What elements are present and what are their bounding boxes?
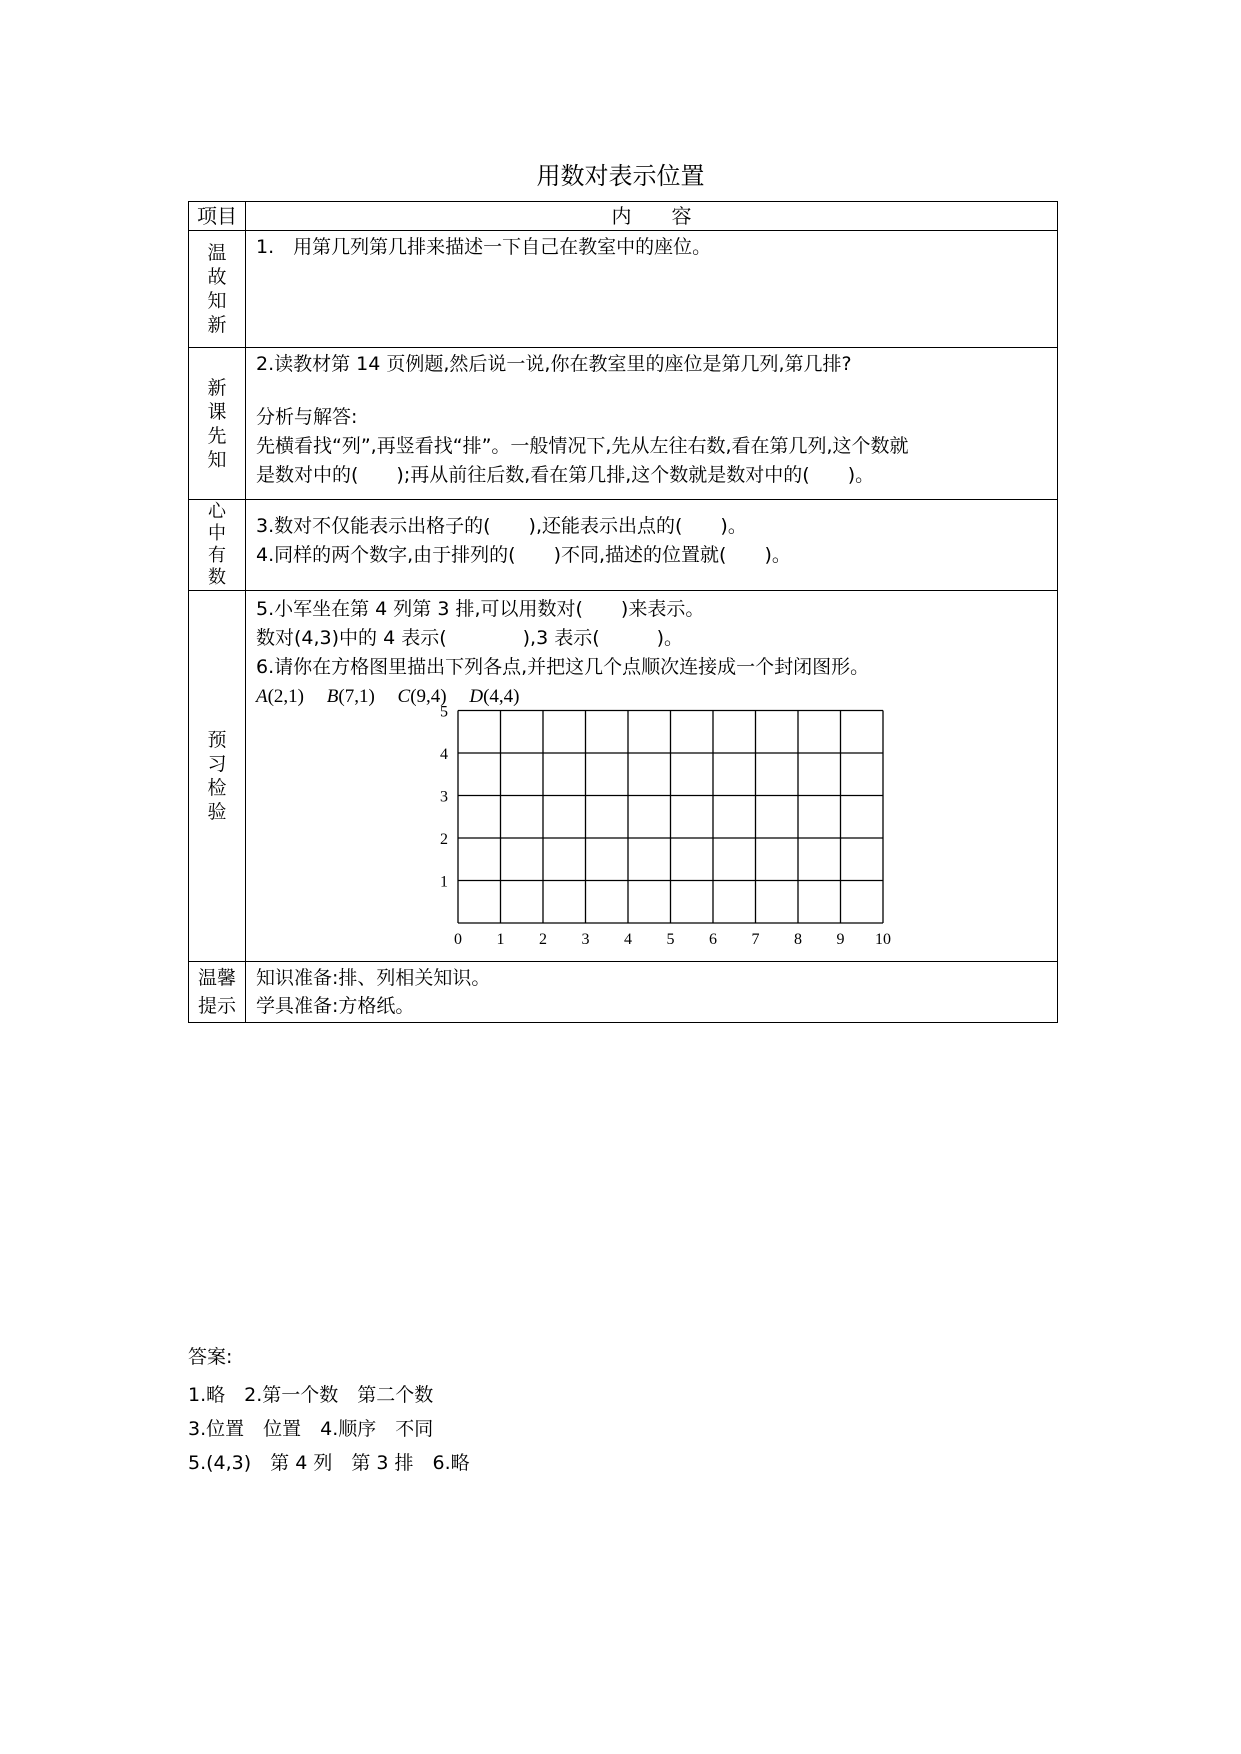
x-tick-label: 5 — [666, 931, 675, 948]
points-list — [256, 682, 1047, 711]
x-tick-label: 10 — [875, 931, 891, 948]
table-row — [189, 500, 1058, 591]
answers-title: 答案: — [188, 1346, 233, 1368]
coordinate-grid — [436, 703, 891, 951]
point-a: A(2,1) — [256, 686, 305, 707]
table-row — [189, 591, 1058, 962]
table-row — [189, 348, 1058, 500]
row-label — [189, 591, 246, 962]
label-char: 中 — [208, 523, 226, 544]
x-tick-label: 9 — [836, 931, 845, 948]
label-char: 知 — [207, 290, 227, 312]
x-tick-label: 0 — [454, 931, 462, 948]
point-b: B(7,1) — [326, 686, 375, 707]
question-4: 4.同样的两个数字,由于排列的( )不同,描述的位置就( )。 — [256, 544, 791, 566]
y-tick-label: 3 — [440, 788, 448, 806]
tip-tools: 学具准备:方格纸。 — [256, 995, 415, 1017]
x-tick-label: 3 — [581, 931, 590, 948]
header-content: 内 容 — [246, 202, 1058, 231]
row-content — [246, 500, 1058, 591]
y-tick-label: 5 — [440, 703, 448, 721]
question-3: 3.数对不仅能表示出格子的( ),还能表示出点的( )。 — [256, 515, 747, 537]
label-char: 预 — [207, 729, 227, 751]
table-header-row — [189, 202, 1058, 231]
label-char: 习 — [207, 753, 227, 775]
x-tick-label: 2 — [539, 931, 547, 948]
label-char: 检 — [207, 777, 227, 799]
label-char: 知 — [207, 448, 227, 471]
analysis-heading: 分析与解答: — [256, 406, 358, 428]
grid-area — [256, 703, 1047, 961]
point-d: D(4,4) — [469, 686, 520, 707]
label-line: 温馨 — [197, 967, 236, 989]
label-char: 新 — [207, 314, 227, 336]
analysis-text-1: 先横看找“列”,再竖看找“排”。一般情况下,先从左往右数,看在第几列,这个数就 — [256, 435, 909, 457]
label-char: 验 — [207, 801, 227, 823]
point-c: C(9,4) — [397, 686, 447, 707]
x-tick-label: 8 — [794, 931, 802, 948]
label-char: 温 — [207, 242, 227, 264]
question-1: 1. 用第几列第几排来描述一下自己在教室中的座位。 — [256, 236, 712, 258]
lesson-table — [188, 201, 1058, 1023]
label-char: 故 — [207, 266, 227, 288]
row-content — [246, 231, 1058, 348]
label-char: 课 — [207, 400, 227, 423]
label-char: 数 — [208, 567, 226, 588]
table-row — [189, 231, 1058, 348]
answer-line: 1.略 2.第一个数 第二个数 — [188, 1384, 434, 1406]
row-content — [246, 591, 1058, 962]
row-label — [189, 348, 246, 500]
analysis-text-2: 是数对中的( );再从前往后数,看在第几排,这个数就是数对中的( )。 — [256, 464, 875, 486]
page-title: 用数对表示位置 — [536, 162, 705, 190]
tip-knowledge: 知识准备:排、列相关知识。 — [256, 967, 491, 989]
question-5-sub: 数对(4,3)中的 4 表示( ),3 表示( )。 — [256, 627, 684, 649]
y-tick-label: 4 — [440, 746, 448, 763]
answers-section — [188, 1340, 470, 1480]
row-label — [189, 500, 246, 591]
x-tick-label: 6 — [709, 931, 717, 948]
question-5: 5.小军坐在第 4 列第 3 排,可以用数对( )来表示。 — [256, 598, 705, 620]
x-tick-label: 4 — [624, 931, 632, 948]
x-tick-label: 7 — [751, 931, 760, 948]
answer-line: 5.(4,3) 第 4 列 第 3 排 6.略 — [188, 1452, 470, 1474]
question-6: 6.请你在方格图里描出下列各点,并把这几个点顺次连接成一个封闭图形。 — [256, 656, 870, 678]
label-char: 有 — [208, 545, 226, 566]
y-tick-label: 2 — [440, 831, 448, 848]
label-char: 先 — [207, 424, 227, 447]
label-char: 新 — [207, 376, 227, 399]
label-char: 心 — [208, 501, 226, 522]
table-row — [189, 962, 1058, 1023]
row-content — [246, 962, 1058, 1023]
y-tick-label: 1 — [440, 873, 448, 891]
label-line: 提示 — [197, 995, 236, 1017]
row-label — [189, 231, 246, 348]
row-content — [246, 348, 1058, 500]
x-tick-label: 1 — [496, 931, 505, 948]
answer-line: 3.位置 位置 4.顺序 不同 — [188, 1418, 434, 1440]
question-2: 2.读教材第 14 页例题,然后说一说,你在教室里的座位是第几列,第几排? — [256, 353, 852, 375]
header-item: 项目 — [189, 202, 246, 231]
row-label — [189, 962, 246, 1023]
